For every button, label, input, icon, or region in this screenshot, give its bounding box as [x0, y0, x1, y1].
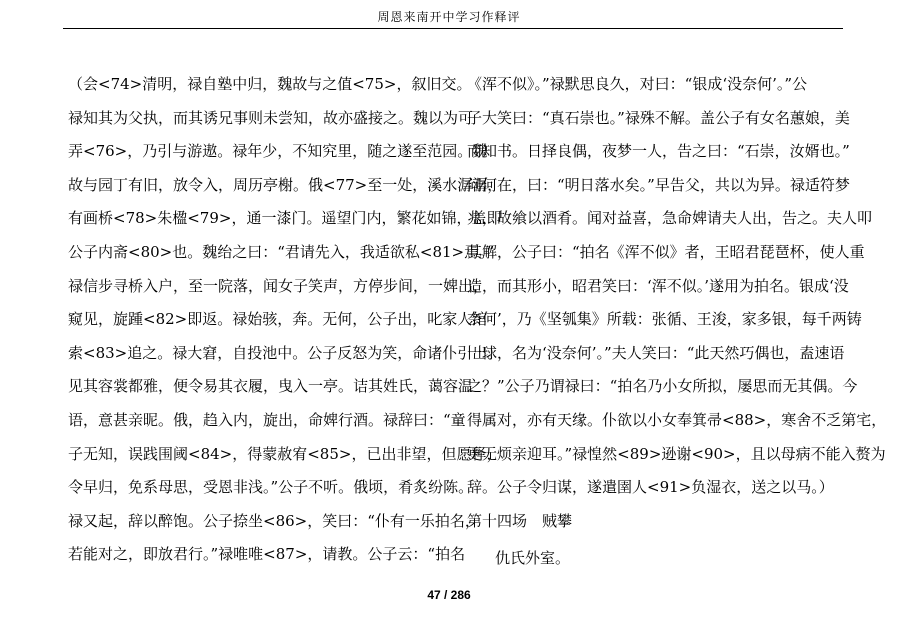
right-text-column — [467, 68, 887, 576]
text-line: 子大笑曰：“真石崇也。”禄殊不解。盖公子有女名蕙娘，美 — [467, 108, 850, 127]
text-line: 《浑不似》。”禄默思良久，对曰：“银成‘没奈何’。”公 — [467, 75, 808, 93]
text-line: 一球，名为‘没奈何’。”夫人笑曰：“此天然巧偶也，盍速语 — [467, 343, 845, 362]
text-line: 之？”公子乃谓禄曰：“拍名乃小女所拟，屡思而无其偶。今 — [467, 377, 858, 396]
text-line: 兆，故飨以酒肴。闻对益喜，急命婢请夫人出，告之。夫人叩 — [467, 209, 873, 228]
text-line: 令早归，免系母思，受恩非浅。”公子不听。俄顷，肴炙纷陈。 — [68, 478, 474, 497]
page-number: 47 / 286 — [427, 588, 471, 602]
header-rule — [63, 28, 843, 29]
text-line: （会<74>清明，禄自塾中归，魏故与之值<75>，叙旧交。 — [68, 75, 472, 93]
text-line: 有画桥<78>朱楹<79>，通一漆门。遥望门内，繁花如锦，盖即 — [68, 209, 502, 228]
text-line: 公子内斋<80>也。魏绐之曰：“君请先入，我适欲私<81>焉。” — [68, 242, 495, 261]
page-header: 周恩来南开中学习作释评 — [377, 10, 521, 24]
text-line: 辞。公子令归谋，遂遣圉人<91>负湿衣，送之以马。） — [467, 478, 834, 497]
text-line: 禄信步寻桥入户，至一院落，闻女子笑声，方停步间，一婢出， — [68, 276, 489, 295]
left-text-column — [68, 68, 503, 572]
text-line: 禄又起，辞以醉饱。公子捺坐<86>，笑曰：“仆有一乐拍名， — [68, 511, 480, 530]
text-line: 见其容裳都雅，便令易其衣履，曳入一亭。诘其姓氏，蔼容温 — [68, 377, 474, 396]
text-line: 其解，公子曰：“拍名《浑不似》者，王昭君琵琶杯，使人重 — [467, 242, 865, 261]
text-line: 故与园丁有旧，放令入，周历亭榭。俄<77>至一处，溪水潺潺， — [68, 175, 503, 194]
text-line: 索<83>追之。禄大窘，自投池中。公子反怒为笑，命诸仆引出。 — [68, 343, 503, 362]
text-line: 更无烦亲迎耳。”禄惶然<89>逊谢<90>，且以母病不能入赘为 — [467, 444, 886, 463]
text-line: 语，意甚亲昵。俄，趋入内，旋出，命婢行酒。禄辞曰：“童 — [68, 410, 466, 429]
text-line: 弄<76>，乃引与游遨。禄年少，不知究里，随之遂至范园。魏 — [68, 142, 488, 161]
text-line: 奈何’，乃《坚瓠集》所载：张循、王浚，家多银，每千两铸 — [467, 310, 862, 329]
text-line: 窥见，旋踵<82>即返。禄始骇，奔。无何，公子出，叱家人绾 — [68, 310, 488, 329]
text-line: 若能对之，即放君行。”禄唯唯<87>，请教。公子云：“拍名 — [68, 545, 466, 564]
text-line: 造，而其形小，昭君笑曰：‘浑不似。’遂用为拍名。银成‘没 — [467, 276, 849, 295]
scene-heading: 第十四场 贼攀 — [467, 511, 573, 530]
scene-setting: 仇氏外室。 — [495, 549, 571, 568]
text-line: 得属对，亦有天缘。仆欲以小女奉箕帚<88>，寒舍不乏第宅， — [467, 410, 887, 429]
text-line: 而知书。日择良偶，夜梦一人，告之曰：“石崇，汝婿也。” — [467, 142, 850, 161]
text-line: 禄知其为父执，而其诱兄事则未尝知，故亦盛接之。魏以为可 — [68, 108, 474, 127]
text-line: 子无知，误践围阈<84>，得蒙赦宥<85>，已出非望，但愿释， — [68, 444, 502, 463]
text-line: 问何在，曰：“明日落水矣。”早告父，共以为异。禄适符梦 — [467, 175, 850, 194]
